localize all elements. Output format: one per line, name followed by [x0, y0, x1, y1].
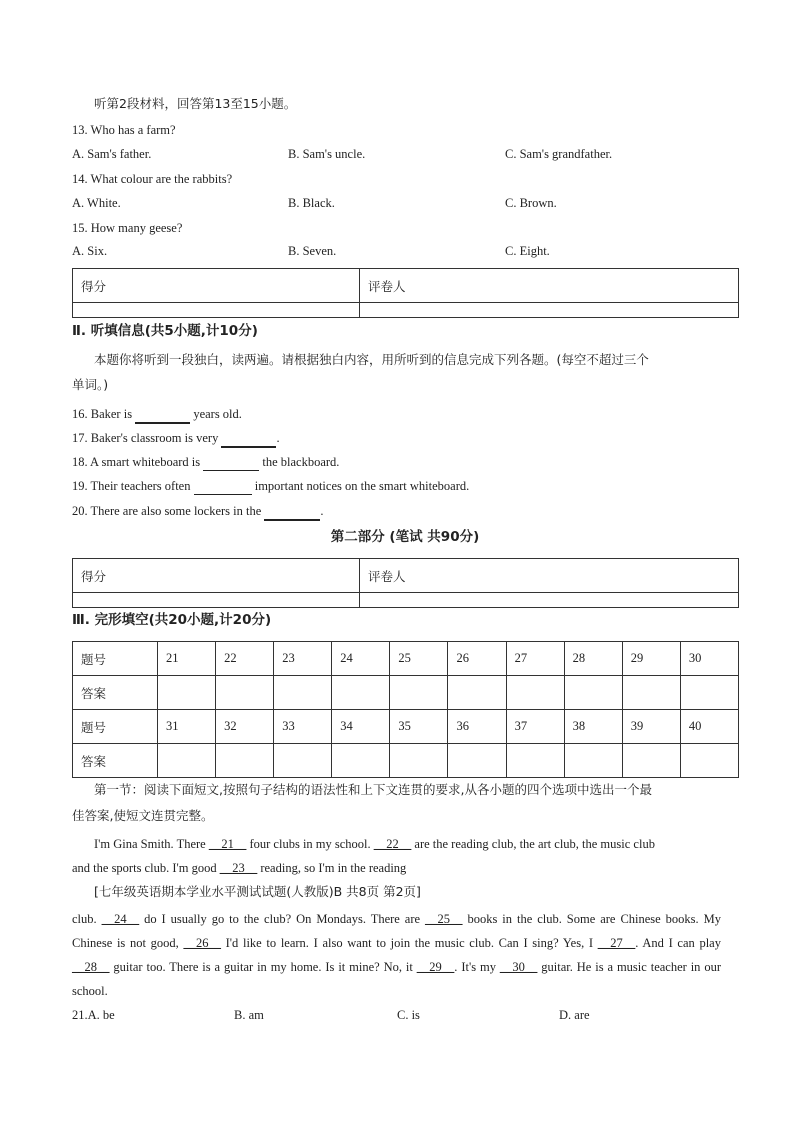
answer-cell[interactable] [680, 744, 738, 778]
q15-option-a: A. Six. [72, 244, 108, 258]
score-cell[interactable] [73, 303, 360, 318]
question-13: 13. Who has a farm? [72, 123, 176, 137]
grader-cell[interactable] [360, 593, 739, 608]
question-15: 15. How many geese? [72, 221, 183, 235]
q14-option-a: A. White. [72, 196, 121, 210]
answer-grid-row-a2 [73, 744, 739, 778]
answer-grid-row-a1 [73, 676, 739, 710]
blank-22: __22__ [373, 837, 412, 851]
q-num: 29 [622, 642, 680, 676]
passage-line-1 [72, 836, 655, 852]
grader-label: 评卷人 [360, 269, 739, 303]
fill-item-18 [72, 454, 339, 471]
q-num: 34 [332, 710, 390, 744]
item-19-text: 19. Their teachers often [72, 479, 194, 493]
answer-cell[interactable] [448, 676, 506, 710]
blank-24: __24__ [101, 912, 140, 926]
q-num: 35 [390, 710, 448, 744]
item-20-text: 20. There are also some lockers in the [72, 504, 265, 518]
q-num: 31 [158, 710, 216, 744]
q-num: 30 [680, 642, 738, 676]
passage-text: do I usually go to the club? On Mondays. There are [139, 912, 426, 926]
q-num: 23 [274, 642, 332, 676]
passage-text: guitar. He is a music teacher in our school. [72, 960, 721, 998]
q-num: 24 [332, 642, 390, 676]
grader-cell[interactable] [360, 303, 739, 318]
q14-option-c: C. Brown. [505, 196, 557, 210]
section-2-instructions: 本题你将听到一段独白，读两遍。请根据独白内容，用所听到的信息完成下列各题。(每空不超过三个 [94, 352, 649, 367]
blank-28: __28__ [72, 960, 110, 974]
q-num: 37 [506, 710, 564, 744]
answer-grid-row-q2 [73, 710, 739, 744]
answer-cell[interactable] [274, 744, 332, 778]
page-footer: [七年级英语期本学业水平测试试题(人教版)B 共8页 第2页] [94, 884, 421, 899]
answer-cell[interactable] [564, 676, 622, 710]
q-num: 22 [216, 642, 274, 676]
passage-text: I'd like to learn. I also want to join the music club. Can I sing? Yes, I [220, 936, 598, 950]
part-2-title: 第二部分 (笔试 共90分) [330, 529, 480, 545]
row-label-question: 题号 [73, 710, 158, 744]
answer-grid [72, 641, 739, 778]
passage-line-2 [72, 860, 406, 876]
blank-27: __27__ [597, 936, 636, 950]
fill-item-16 [72, 406, 242, 424]
q21-option-d: D. are [559, 1008, 590, 1022]
q21-option-a: 21.A. be [72, 1008, 115, 1022]
q-num: 40 [680, 710, 738, 744]
score-label: 得分 [73, 559, 360, 593]
q-num: 39 [622, 710, 680, 744]
q-num: 27 [506, 642, 564, 676]
item-17-text: 17. Baker's classroom is very [72, 431, 222, 445]
q13-option-a: A. Sam's father. [72, 147, 152, 161]
blank-23: __23__ [219, 861, 258, 875]
answer-cell[interactable] [622, 676, 680, 710]
score-label: 得分 [73, 269, 360, 303]
answer-cell[interactable] [274, 676, 332, 710]
q21-option-b: B. am [234, 1008, 264, 1022]
item-19-text-end: important notices on the smart whiteboard. [251, 479, 470, 493]
fill-item-20 [72, 503, 324, 521]
item-18-text: 18. A smart whiteboard is [72, 455, 204, 469]
q14-option-b: B. Black. [288, 196, 335, 210]
item-19-blank[interactable] [194, 478, 252, 495]
answer-cell[interactable] [680, 676, 738, 710]
q-num: 32 [216, 710, 274, 744]
question-14: 14. What colour are the rabbits? [72, 172, 233, 186]
row-label-answer: 答案 [73, 676, 158, 710]
q15-option-b: B. Seven. [288, 244, 337, 258]
passage-text: are the reading club, the art club, the music club [411, 837, 655, 851]
passage-paragraph-2 [72, 907, 721, 1003]
passage-text: reading, so I'm in the reading [257, 861, 407, 875]
answer-cell[interactable] [564, 744, 622, 778]
score-cell[interactable] [73, 593, 360, 608]
passage-text: guitar too. There is a guitar in my home. Is it mine? No, it [109, 960, 417, 974]
listening-intro: 听第2段材料，回答第13至15小题。 [94, 96, 297, 111]
blank-29: __29__ [416, 960, 455, 974]
answer-cell[interactable] [216, 676, 274, 710]
blank-25: __25__ [425, 912, 463, 926]
q15-option-c: C. Eight. [505, 244, 550, 258]
q-num: 33 [274, 710, 332, 744]
section-note: 第一节：阅读下面短文,按照句子结构的语法性和上下文连贯的要求,从各小题的四个选项中选出一个最 [94, 782, 652, 797]
passage-text: I'm Gina Smith. There [94, 837, 209, 851]
fill-item-19 [72, 478, 469, 495]
q-num: 38 [564, 710, 622, 744]
item-18-text-end: the blackboard. [259, 455, 340, 469]
section-3-title: Ⅲ. 完形填空(共20小题,计20分) [72, 612, 272, 628]
q-num: 21 [158, 642, 216, 676]
passage-text: club. [72, 912, 102, 926]
blank-30: __30__ [499, 960, 538, 974]
passage-text: four clubs in my school. [246, 837, 374, 851]
q13-option-c: C. Sam's grandfather. [505, 147, 613, 161]
passage-text: . It's my [454, 960, 500, 974]
answer-cell[interactable] [390, 744, 448, 778]
passage-text: . And I can play [635, 936, 721, 950]
item-20-blank[interactable] [264, 503, 320, 521]
q13-option-b: B. Sam's uncle. [288, 147, 366, 161]
item-17-text-end: . [276, 431, 280, 445]
section-note-cont: 佳答案,使短文连贯完整。 [72, 808, 214, 823]
answer-cell[interactable] [332, 676, 390, 710]
answer-cell[interactable] [216, 744, 274, 778]
answer-cell[interactable] [332, 744, 390, 778]
grader-label: 评卷人 [360, 559, 739, 593]
q-num: 36 [448, 710, 506, 744]
q-num: 25 [390, 642, 448, 676]
answer-cell[interactable] [506, 676, 564, 710]
item-16-text: 16. Baker is [72, 407, 136, 421]
section-2-title: Ⅱ. 听填信息(共5小题,计10分) [72, 323, 258, 339]
item-20-text-end: . [320, 504, 324, 518]
q-num: 26 [448, 642, 506, 676]
answer-cell[interactable] [506, 744, 564, 778]
answer-grid-row-q1 [73, 642, 739, 676]
item-17-blank[interactable] [221, 430, 276, 448]
answer-cell[interactable] [622, 744, 680, 778]
row-label-question: 题号 [73, 642, 158, 676]
passage-text: and the sports club. I'm good [72, 861, 220, 875]
blank-26: __26__ [183, 936, 221, 950]
q21-option-c: C. is [397, 1008, 420, 1022]
item-18-blank[interactable] [203, 454, 259, 471]
answer-cell[interactable] [390, 676, 448, 710]
passage-text: books in the club. Some are Chinese books. My Chinese is not good, [72, 912, 721, 950]
answer-cell[interactable] [158, 744, 216, 778]
score-table-2 [72, 558, 739, 608]
section-2-instructions-cont: 单词。) [72, 377, 109, 392]
answer-cell[interactable] [448, 744, 506, 778]
score-table-1 [72, 268, 739, 318]
answer-cell[interactable] [158, 676, 216, 710]
blank-21: __21__ [208, 837, 247, 851]
item-16-blank[interactable] [135, 406, 190, 424]
fill-item-17 [72, 430, 280, 448]
row-label-answer: 答案 [73, 744, 158, 778]
item-16-text-end: years old. [190, 407, 242, 421]
q-num: 28 [564, 642, 622, 676]
